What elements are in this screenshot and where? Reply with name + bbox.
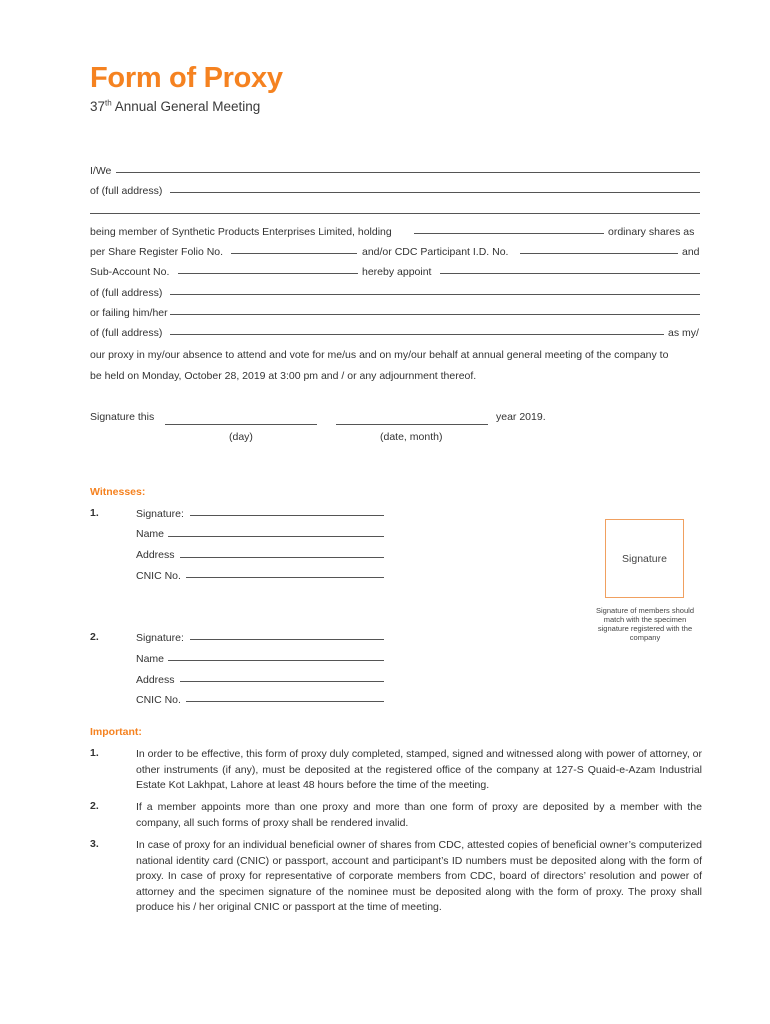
witness-1-cnic-field[interactable] (186, 577, 384, 578)
signature-date-field[interactable] (336, 424, 488, 425)
alternate-appointee-field[interactable] (170, 314, 700, 315)
important-1-text: In order to be effective, this form of proxy duly completed, stamped, signed and witnessed along with power of attorney, or other instruments (if any), must be deposited at the registered office of the company at 127-S Quaid-e-Azam Industrial Estate Kot Lakhpat, Lahore at least 48 hours before the time of the meeting. (136, 748, 702, 791)
subtitle-text: Annual General Meeting (111, 99, 261, 114)
proxy-text-line-1: our proxy in my/our absence to attend and vote for me/us and on my/our behalf at annual general meeting of the company to (90, 349, 669, 361)
page-title: Form of Proxy (90, 62, 283, 94)
cdc-participant-field[interactable] (520, 253, 678, 254)
witness-1-signature-label: Signature: (136, 508, 184, 520)
ordinary-shares-label: ordinary shares as (608, 226, 695, 238)
or-failing-label: or failing him/her (90, 307, 168, 319)
witness-2-signature-label: Signature: (136, 632, 184, 644)
witness-1-name-field[interactable] (168, 536, 384, 537)
page-subtitle (90, 99, 260, 114)
signature-this-label: Signature this (90, 411, 155, 423)
sub-account-field[interactable] (178, 273, 358, 274)
witness-1-name-label: Name (136, 528, 165, 540)
folio-field[interactable] (231, 253, 357, 254)
year-label: year 2019. (496, 411, 546, 423)
witness-1-address-label: Address (136, 549, 175, 561)
witness-1-signature-field[interactable] (190, 515, 384, 516)
proxy-text-line-2: be held on Monday, October 28, 2019 at 3:00 pm and / or any adjournment thereof. (90, 370, 477, 382)
and-label: and (682, 246, 700, 258)
member-signature-label: Signature (622, 552, 667, 565)
alternate-address-label: of (full address) (90, 327, 163, 339)
important-1-number: 1. (90, 747, 99, 759)
shares-held-field[interactable] (414, 233, 604, 234)
important-3-number: 3. (90, 838, 99, 850)
hereby-appoint-label: hereby appoint (362, 266, 432, 278)
witness-2-address-label: Address (136, 674, 175, 686)
witness-2-number: 2. (90, 631, 99, 643)
important-heading: Important: (90, 726, 142, 738)
subtitle-number: 37 (90, 99, 106, 114)
important-3-text: In case of proxy for an individual beneficial owner of shares from CDC, attested copies of beneficial owner’s computerized national identity card (CNIC) or passport, account and participant’s ID numbers must be deposited along with the form of proxy. In case of proxy for representative of corporate members from CDC, board of directors’ resolution and power of attorney and the specimen signature of the nominee must be deposited along with the form of proxy. The proxy shall produce his / her original CNIC or passport at the time of meeting. (136, 839, 702, 913)
signature-day-field[interactable] (165, 424, 317, 425)
witness-1-cnic-label: CNIC No. (136, 570, 181, 582)
witnesses-heading: Witnesses: (90, 486, 146, 498)
appointee-field[interactable] (440, 273, 700, 274)
date-month-caption: (date, month) (380, 431, 443, 443)
sub-account-label: Sub-Account No. (90, 266, 170, 278)
alternate-address-field[interactable] (170, 334, 664, 335)
full-address-label: of (full address) (90, 185, 163, 197)
folio-label: per Share Register Folio No. (90, 246, 224, 258)
signature-note: Signature of members should match with the specimen signature registered with the company (596, 606, 694, 642)
full-address-field[interactable] (170, 192, 700, 193)
member-signature-box[interactable] (605, 519, 684, 598)
cdc-participant-label: and/or CDC Participant I.D. No. (362, 246, 509, 258)
day-caption: (day) (229, 431, 253, 443)
witness-2-address-field[interactable] (180, 681, 384, 682)
important-2-number: 2. (90, 800, 99, 812)
being-member-label: being member of Synthetic Products Enterprises Limited, holding (90, 226, 392, 238)
as-my-label: as my/ (668, 327, 699, 339)
subtitle-ordinal: th (105, 98, 112, 108)
witness-2-name-field[interactable] (168, 660, 384, 661)
witness-2-name-label: Name (136, 653, 165, 665)
appointee-address-field[interactable] (170, 294, 700, 295)
witness-2-cnic-field[interactable] (186, 701, 384, 702)
full-address-field-2[interactable] (90, 213, 700, 214)
witness-1-number: 1. (90, 507, 99, 519)
witness-2-signature-field[interactable] (190, 639, 384, 640)
important-2-text: If a member appoints more than one proxy and more than one form of proxy are deposited by a member with the company, all such forms of proxy shall be rendered invalid. (136, 801, 702, 829)
witness-1-address-field[interactable] (180, 557, 384, 558)
i-we-label: I/We (90, 165, 112, 177)
appointee-address-label: of (full address) (90, 287, 163, 299)
witness-2-cnic-label: CNIC No. (136, 694, 181, 706)
i-we-field[interactable] (116, 172, 700, 173)
